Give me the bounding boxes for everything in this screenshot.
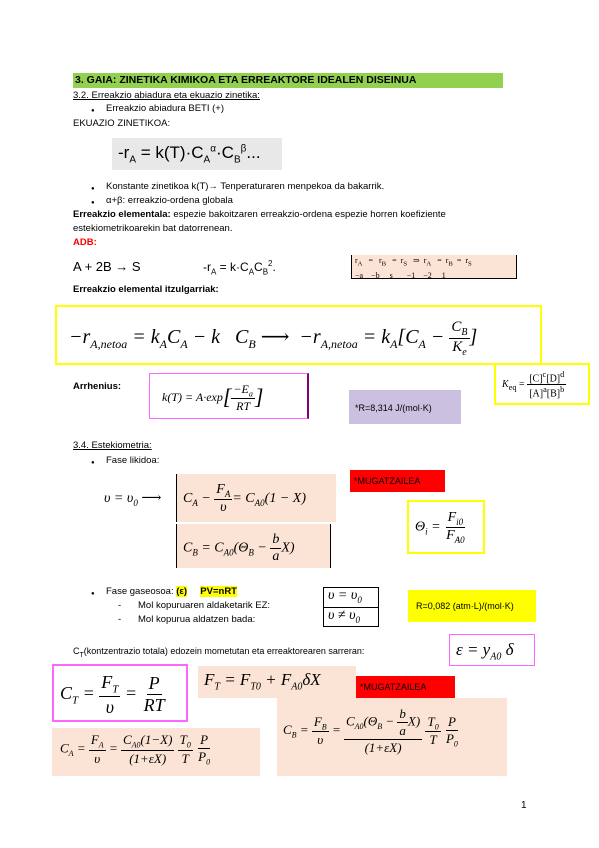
page-number: 1 (521, 800, 527, 811)
bullet-rate-positive: ● Erreakzio abiadura BETI (+) (106, 103, 224, 115)
epsilon-equation: $\varepsilon = y_{A0}$ δ (456, 640, 514, 663)
rate-equation: $-r_A = k(T)\cdot C_A^\alpha\cdot C_B^\beta$... (118, 143, 261, 166)
arrhenius-label: Arrhenius: (73, 381, 122, 392)
reversible-equation-box (55, 305, 542, 365)
ca-liquid-eq: $C_A$ − $\frac{F_A}{\upsilon}$ = $C_{A0}(1 - X)$ (183, 482, 306, 515)
volume-condition-box (323, 587, 379, 627)
section-heading-3-4: 3.4. Estekiometria: (73, 440, 152, 451)
ft-equation: $F_T = F_{T0} + F_{A0}\delta X$ (204, 670, 321, 693)
cb-liquid-box (176, 524, 331, 568)
stoich-ratio: $r_A = r_B = r_S$ ⇒ $r_A = r_B = r_S$ −a −b s −1 −2 1 (355, 256, 472, 280)
adb-label: ADB: (73, 237, 97, 248)
theta-equation: $\Theta_i$ = $\frac{F_{i0}}{F_{A0}}$ (415, 510, 465, 545)
reversible-equation: $-r_{A,netoa} = k_AC_A - k$ $C_B$ ⟶ $-r_{A,netoa} = k_A[C_A$ − $\frac{C_B}{K_e}$ ] (69, 319, 478, 358)
cb-gas-equation: $C_B$ = $\frac{F_B}{\upsilon}$ = $C_{A0}(\Theta_B$ − $\frac{b}{a}$ X) (1+εX) $\frac{T_0}{T}$ $\frac{P}{P_0}$ (283, 706, 458, 755)
r-constant-note (349, 390, 461, 424)
sub-no-mol-change: - Mol kopuruaren aldaketarik EZ: (138, 600, 270, 612)
r-gas-badge (408, 590, 536, 622)
ct-description: $C_T(kontzentrazio$ totala) edozein mometutan eta erreaktorearen sarreran: (73, 646, 365, 659)
rate-adb: $-r_A = k\cdot C_AC_B^2$. (203, 259, 276, 277)
bullet-k-temperature: ● Konstante zinetikoa k(T)→ Tenperaturaren menpekoa da bakarrik. (106, 181, 384, 193)
arrhenius-box (149, 373, 309, 419)
ekuazio-label: EKUAZIO ZINETIKOA: (73, 118, 171, 129)
mugatzailea-text-1: *MUGATZAILEA (354, 476, 421, 486)
epsilon-box (449, 634, 535, 666)
elemental-definition-2: estekiometrikoarekin bat datorrenean. (73, 223, 233, 234)
v-not-equal: $\upsilon \ne \upsilon_0$ (328, 608, 361, 625)
ca-liquid-box (176, 474, 336, 522)
ca-gas-box (52, 728, 260, 776)
rate-equation-box (112, 138, 282, 170)
elemental-definition: Erreakzio elementala: espezie bakoitzaren erreakzio-ordena espezie horren koefiziente (73, 209, 446, 220)
cb-gas-box (277, 698, 507, 776)
ft-box (198, 666, 356, 698)
ca-gas-equation: $C_A$ = $\frac{F_A}{\upsilon}$ = $\frac{C_{A0}(1-X)}{(1+\varepsilon X)}$ $\frac{T_0}{T}$ $\frac{P}{P_0}$ (60, 732, 211, 767)
mugatzailea-badge-1 (350, 470, 445, 492)
r-constant-text: *R=8,314 J/(mol·K) (355, 403, 432, 413)
bullet-liquid-phase: ● Fase likidoa: (106, 455, 159, 467)
ct-equation: $C_T$ = $\frac{F_T}{\upsilon}$ = $\frac{P}{RT}$ (60, 672, 165, 717)
bullet-gas-phase: ● Fase gaseosoa: (ε) PV=nRT (106, 586, 237, 598)
cb-liquid-eq: $C_B = C_{A0}(\Theta_B$ − $\frac{b}{a}$ X) (183, 532, 295, 564)
bullet-global-order: ● α+β: erreakzio-ordena globala (106, 195, 233, 207)
theta-box (407, 500, 485, 554)
reversible-heading: Erreakzio elemental itzulgarriak: (73, 284, 219, 295)
arrhenius-equation: k(T) = A·exp[ $\frac{-E_a}{RT}$ ] (162, 382, 264, 414)
sub-mol-change: - Mol kopurua aldatzen bada: (138, 614, 255, 626)
reaction-equation: A + 2B → S (73, 259, 141, 274)
ct-box (52, 664, 188, 722)
mugatzailea-text-2: *MUGATZAILEA (360, 682, 427, 692)
page-title: 3. GAIA: ZINETIKA KIMIKOA ETA ERREAKTORE IDEALEN DISEINUA (73, 73, 503, 88)
v-equal: $\upsilon = \upsilon_0$ (328, 588, 362, 605)
stoich-ratio-box (351, 255, 517, 279)
liquid-volume-eq: $\upsilon = \upsilon_0$ ⟶ (104, 491, 162, 508)
mugatzailea-badge-2 (356, 676, 455, 698)
keq-box (494, 363, 590, 405)
r-gas-text: R=0,082 (atm·L)/(mol·K) (416, 601, 514, 611)
keq-equation: $K_{eq}$ = $\frac{[C]^c[D]^d}{[A]^a[B]^b}$ (502, 370, 565, 400)
section-heading-3-2: 3.2. Erreakzio abiadura eta ekuazio zinetika: (73, 90, 260, 101)
